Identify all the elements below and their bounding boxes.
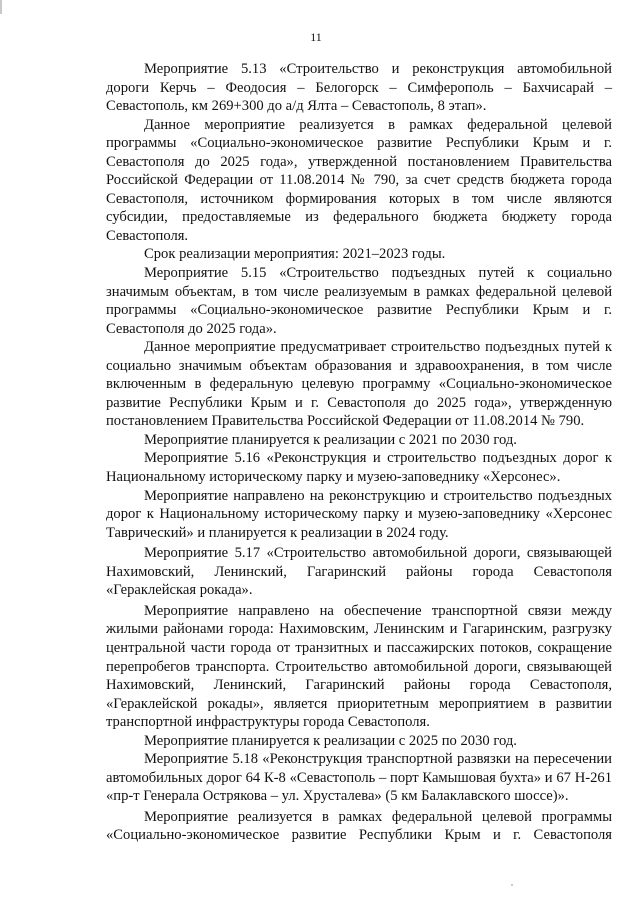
paragraph-measure-5-17-term: Мероприятие планируется к реализации с 2025 по 2030 год. bbox=[144, 732, 517, 749]
paragraph-measure-5-17-description: Мероприятие направлено на обеспечение транспортной связи между жилыми районами города: Нахимовским, Ленинским и Гагаринским, разгрузку центральной части города от транзитных и пассажирских потоков, сокращение перепробегов транспорта. Строительство автомобильной дороги, связывающей Нахимовский, Ленинский, Гагаринский районы города Севастополя, «Гераклейской рокады», является приоритетным мероприятием в развитии транспортной инфраструктуры города Севастополя. bbox=[106, 602, 612, 731]
paragraph-measure-5-17: Мероприятие 5.17 «Строительство автомобильной дороги, связывающей Нахимовский, Ленинский, Гагаринский районы города Севастополя «Гераклейская рокада». bbox=[106, 545, 612, 599]
body-text bbox=[106, 60, 612, 845]
page-number: 11 bbox=[310, 30, 322, 44]
paragraph-measure-5-16: Мероприятие 5.16 «Реконструкция и строительство подъездных дорог к Национальному историческому парку и музею-заповеднику «Херсонес». bbox=[106, 450, 612, 486]
paragraph-measure-5-13-term: Срок реализации мероприятия: 2021–2023 годы. bbox=[144, 246, 446, 263]
paragraph-measure-5-13: Мероприятие 5.13 «Строительство и реконструкция автомобильной дороги Керчь – Феодосия – Белогорск – Симферополь – Бахчисарай – Севастополь, км 269+300 до а/д Ялта – Севастополь, 8 этап». bbox=[106, 61, 612, 115]
paragraph-measure-5-13-funding: Данное мероприятие реализуется в рамках федеральной целевой программы «Социально-экономическое развитие Республики Крым и г. Севастополя до 2025 года», утвержденной постановлением Правительства Российской Федерации от 11.08.2014 № 790, за счет средств бюджета города Севастополя, источником формирования которых в том числе являются субсидии, предоставляемые из федерального бюджета бюджету города Севастополя. bbox=[106, 116, 612, 244]
scan-speck bbox=[511, 884, 513, 886]
paragraph-measure-5-18: Мероприятие 5.18 «Реконструкция транспортной развязки на пересечении автомобильных дорог 64 К-8 «Севастополь – порт Камышовая бухта» и 67 Н-261 «пр-т Генерала Острякова – ул. Хрусталева» (5 км Балаклавского шоссе)». bbox=[106, 751, 612, 805]
scan-margin-mark bbox=[0, 0, 2, 14]
paragraph-measure-5-15-description: Данное мероприятие предусматривает строительство подъездных путей к социально значимым объектам образования и здравоохранения, в том числе включенным в федеральную целевую программу «Социально-экономическое развитие Республики Крым и г. Севастополя до 2025 года», утвержденную постановлением Правительства Российской Федерации от 11.08.2014 № 790. bbox=[106, 339, 612, 430]
paragraph-measure-5-16-description: Мероприятие направлено на реконструкцию и строительство подъездных дорог к Национальному историческому парку и музею-заповеднику «Херсонес Таврический» и планируется к реализации в 2024 году. bbox=[106, 487, 612, 541]
paragraph-measure-5-15: Мероприятие 5.15 «Строительство подъездных путей к социально значимым объектам, в том числе реализуемым в рамках федеральной целевой программы «Социально-экономическое развитие Республики Крым и г. Севастополя до 2025 года». bbox=[106, 265, 612, 337]
paragraph-measure-5-15-term: Мероприятие планируется к реализации с 2021 по 2030 год. bbox=[144, 431, 517, 448]
paragraph-measure-5-18-description: Мероприятие реализуется в рамках федеральной целевой программы «Социально-экономическое развитие Республики Крым и г. Севастополя bbox=[106, 808, 612, 844]
